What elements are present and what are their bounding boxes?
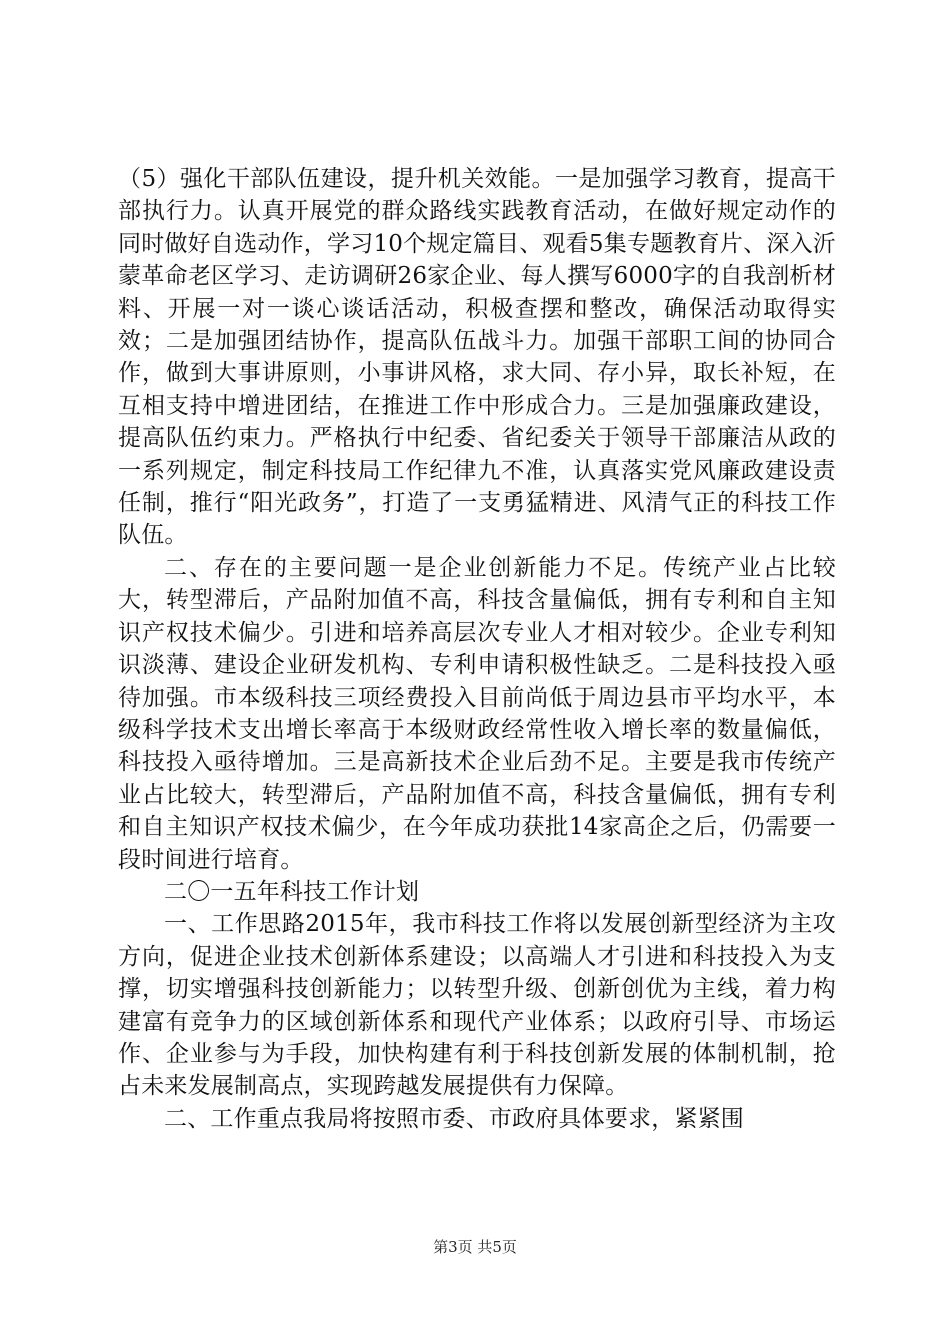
page-footer (0, 1237, 950, 1257)
paragraph-work-approach: 一、工作思路2015年，我市科技工作将以发展创新型经济为主攻方向，促进企业技术创新体系建设；以高端人才引进和科技投入为支撑，切实增强科技创新能力；以转型升级、创新创优为主线，着力构建富有竞争力的区域创新体系和现代产业体系；以政府引导、市场运作、企业参与为手段，加快构建有利于科技创新发展的体制机制，抢占未来发展制高点，实现跨越发展提供有力保障。 (118, 911, 836, 1100)
paragraph-main-problems: 二、存在的主要问题一是企业创新能力不足。传统产业占比较大，转型滞后，产品附加值不高，科技含量偏低，拥有专利和自主知识产权技术偏少。引进和培养高层次专业人才相对较少。企业专利知识淡薄、建设企业研发机构、专利申请积极性缺乏。二是科技投入亟待加强。市本级科技三项经费投入目前尚低于周边县市平均水平，本级科学技术支出增长率高于本级财政经常性收入增长率的数量偏低，科技投入亟待增加。三是高新技术企业后劲不足。主要是我市传统产业占比较大，转型滞后，产品附加值不高，科技含量偏低，拥有专利和自主知识产权技术偏少，在今年成功获批14家高企之后，仍需要一段时间进行培育。 (118, 554, 836, 873)
document-body (118, 163, 836, 1135)
paragraph-cadre-team-building: （5）强化干部队伍建设，提升机关效能。一是加强学习教育，提高干部执行力。认真开展党的群众路线实践教育活动，在做好规定动作的同时做好自选动作，学习10个规定篇目、观看5集专题教育片、深入沂蒙革命老区学习、走访调研26家企业、每人撰写6000字的自我剖析材料、开展一对一谈心谈话活动，积极查摆和整改，确保活动取得实效；二是加强团结协作，提高队伍战斗力。加强干部职工间的协同合作，做到大事讲原则，小事讲风格，求大同、存小异，取长补短，在互相支持中增进团结，在推进工作中形成合力。三是加强廉政建设，提高队伍约束力。严格执行中纪委、省纪委关于领导干部廉洁从政的一系列规定，制定科技局工作纪律九不准，认真落实党风廉政建设责任制，推行“阳光政务”，打造了一支勇猛精进、风清气正的科技工作队伍。 (118, 166, 836, 549)
paragraph-work-focus: 二、工作重点我局将按照市委、市政府具体要求，紧紧围 (164, 1105, 744, 1132)
section-heading-2015-plan: 二〇一五年科技工作计划 (164, 878, 420, 905)
page-number-label: 第3页 共5页 (433, 1238, 517, 1256)
